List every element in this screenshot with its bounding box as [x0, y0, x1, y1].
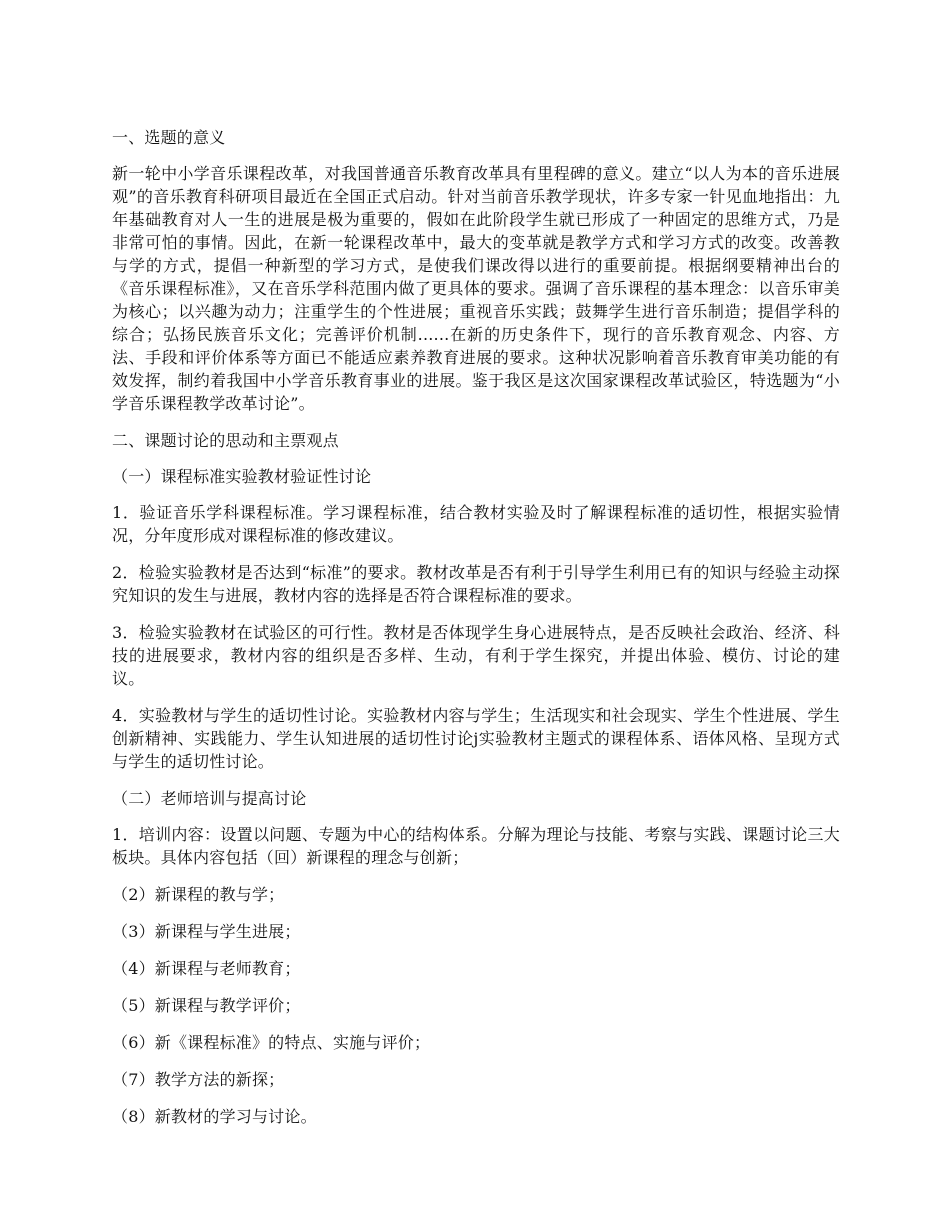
subsection-1-item-4: 4．实验教材与学生的适切性讨论。实验教材内容与学生；生活现实和社会现实、学生个性进展、学生创新精神、实践能力、学生认知进展的适切性讨论j实验教材主题式的课程体系、语体风格、呈现方式与学生的适切性讨论。 — [112, 706, 840, 771]
subsection-2-intro: 1．培训内容：设置以问题、专题为中心的结构体系。分解为理论与技能、考察与实践、课题讨论三大板块。具体内容包括（回）新课程的理念与创新； — [112, 825, 840, 867]
training-topic-3: （3）新课程与学生进展； — [112, 922, 301, 941]
training-topic-2: （2）新课程的教与学； — [112, 885, 285, 904]
subsection-1-title: （一）课程标准实验教材验证性讨论 — [112, 467, 372, 486]
training-topic-8: （8）新教材的学习与讨论。 — [112, 1107, 317, 1126]
section-2-title: 二、课题讨论的思动和主票观点 — [112, 431, 339, 450]
subsection-1-item-2: 2．检验实验教材是否达到“标准”的要求。教材改革是否有利于引导学生利用已有的知识与经验主动探究知识的发生与进展，教材内容的选择是否符合课程标准的要求。 — [112, 563, 840, 605]
training-topic-5: （5）新课程与教学评价； — [112, 996, 301, 1015]
subsection-2-title: （二）老师培训与提高讨论 — [112, 789, 307, 808]
training-topic-7: （7）教学方法的新探； — [112, 1070, 285, 1089]
section-1-body: 新一轮中小学音乐课程改革，对我国普通音乐教育改革具有里程碑的意义。建立“以人为本的音乐进展观”的音乐教育科研项目最近在全国正式启动。针对当前音乐教学现状，许多专家一针见血地指出：九年基础教育对人一生的进展是极为重要的，假如在此阶段学生就已形成了一种固定的思维方式，乃是非常可怕的事情。因此，在新一轮课程改革中，最大的变革就是教学方式和学习方式的改变。改善教与学的方式，提倡一种新型的学习方式，是使我们课改得以进行的重要前提。根据纲要精神出台的《音乐课程标准》，又在音乐学科范围内做了更具体的要求。强调了音乐课程的基本理念：以音乐审美为核心；以兴趣为动力；注重学生的个性进展；重视音乐实践；鼓舞学生进行音乐制造；提倡学科的综合；弘扬民族音乐文化；完善评价机制......在新的历史条件下，现行的音乐教育观念、内容、方法、手段和评价体系等方面已不能适应素养教育进展的要求。这种状况影响着音乐教育审美功能的有效发挥，制约着我国中小学音乐教育事业的进展。鉴于我区是这次国家课程改革试验区，特选题为“小学音乐课程教学改革讨论”。 — [112, 164, 840, 413]
subsection-1-item-3: 3．检验实验教材在试验区的可行性。教材是否体现学生身心进展特点，是否反映社会政治、经济、科技的进展要求，教材内容的组织是否多样、生动，有利于学生探究，并提出体验、模仿、讨论的建议。 — [112, 623, 840, 688]
subsection-1-item-1: 1．验证音乐学科课程标准。学习课程标准，结合教材实验及时了解课程标准的适切性，根据实验情况，分年度形成对课程标准的修改建议。 — [112, 503, 840, 545]
training-topic-4: （4）新课程与老师教育； — [112, 959, 301, 978]
section-1-title: 一、选题的意义 — [112, 128, 226, 147]
training-topic-6: （6）新《课程标准》的特点、实施与评价； — [112, 1033, 431, 1052]
document-page — [112, 126, 840, 1142]
